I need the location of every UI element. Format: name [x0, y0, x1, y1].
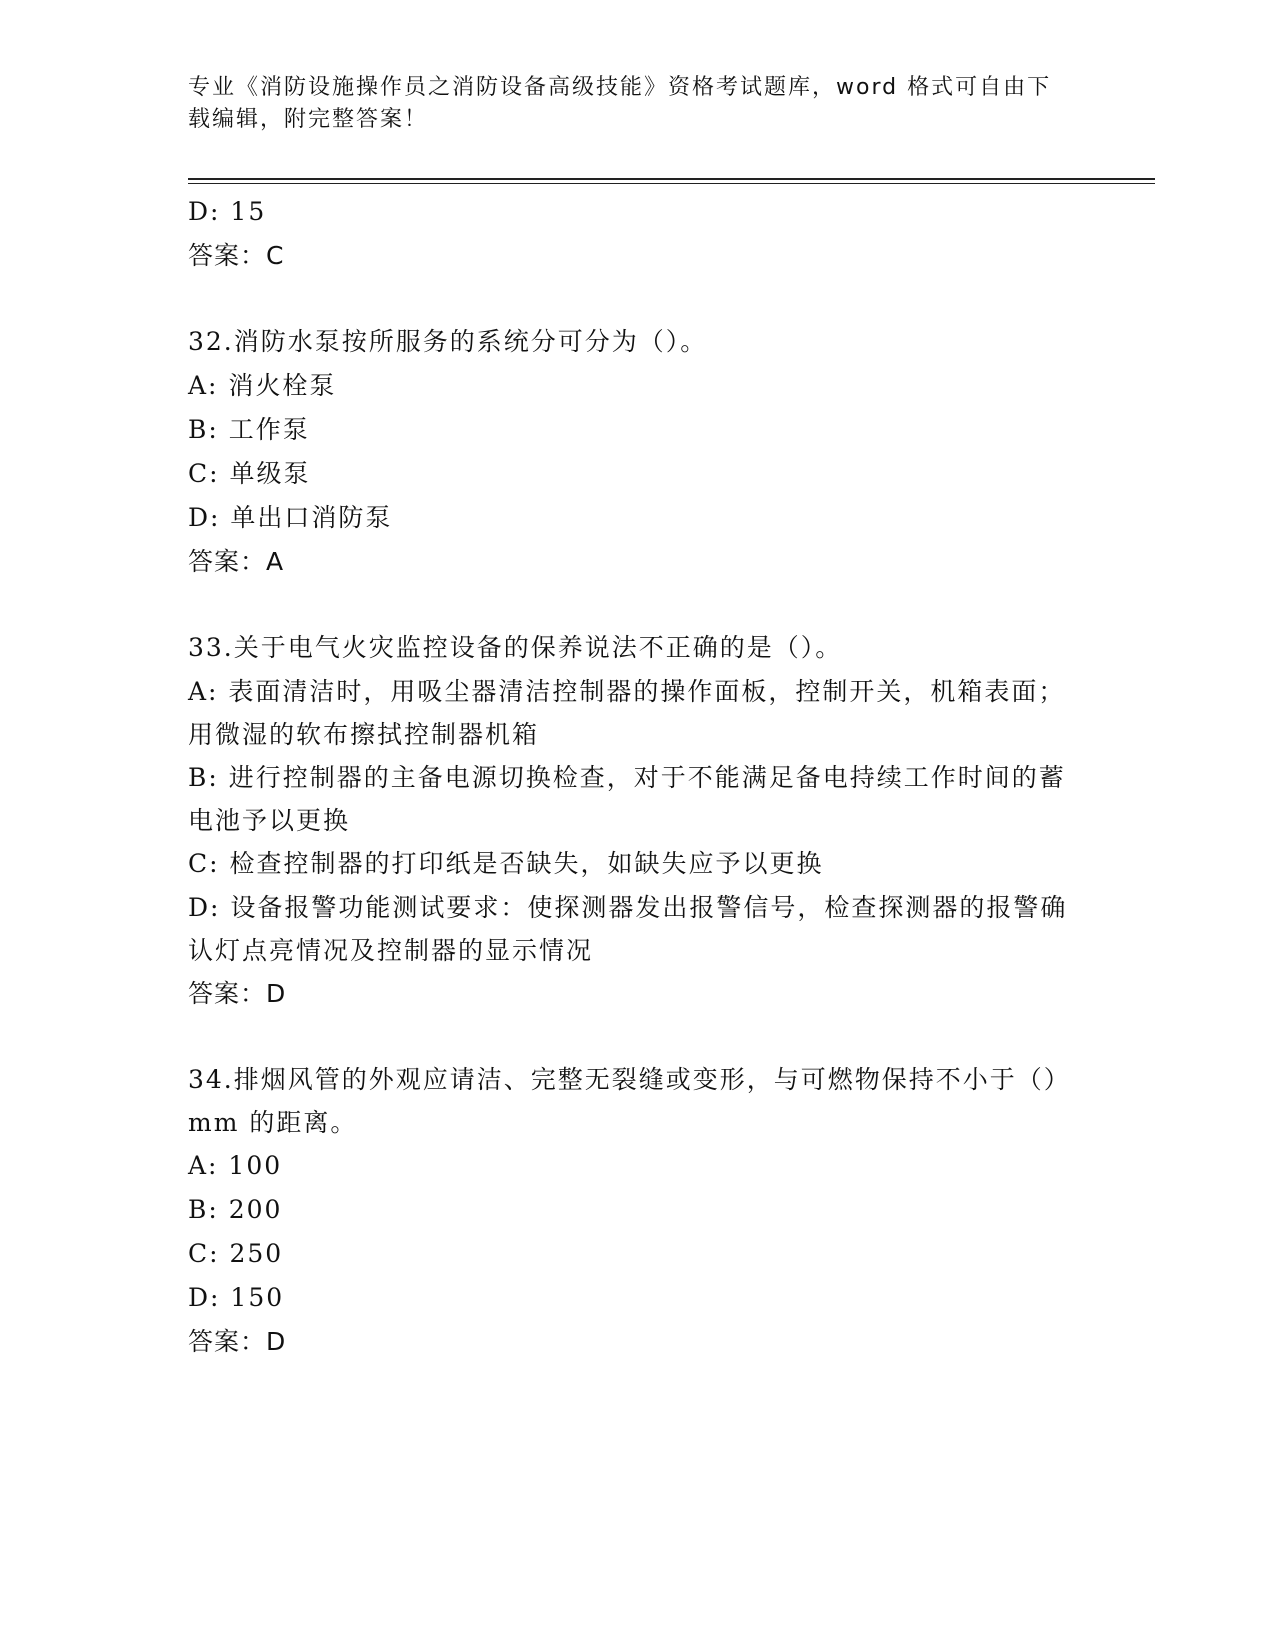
option-c: C: 单级泵 — [188, 459, 311, 488]
option-d: D: 150 — [188, 1283, 285, 1312]
question-stem: 32.消防水泵按所服务的系统分可分为（）。 — [188, 327, 708, 356]
option-b: B: 工作泵 — [188, 415, 310, 444]
prev-option-d: D: 15 — [188, 197, 267, 226]
option-c: C: 检查控制器的打印纸是否缺失，如缺失应予以更换 — [188, 849, 824, 878]
option-a: A: 表面清洁时，用吸尘器清洁控制器的操作面板，控制开关，机箱表面；用微湿的软布擦拭控制器机箱 — [188, 677, 1066, 749]
spacer — [188, 278, 1088, 320]
option-a: A: 100 — [188, 1151, 283, 1180]
prev-answer: 答案：C — [188, 241, 285, 270]
spacer — [188, 584, 1088, 626]
header-line-2: 载编辑，附完整答案！ — [188, 107, 429, 132]
spacer — [188, 1016, 1088, 1058]
option-b: B: 进行控制器的主备电源切换检查，对于不能满足备电持续工作时间的蓄电池予以更换 — [188, 763, 1066, 835]
option-d: D: 设备报警功能测试要求：使探测器发出报警信号，检查探测器的报警确认灯点亮情况及控制器的显示情况 — [188, 893, 1068, 965]
header-line-1: 专业《消防设施操作员之消防设备高级技能》资格考试题库，word 格式可自由下 — [188, 75, 1052, 100]
answer: 答案：D — [188, 1327, 287, 1356]
question-stem: 33.关于电气火灾监控设备的保养说法不正确的是（）。 — [188, 633, 843, 662]
header-rule-thick — [188, 178, 1155, 180]
question-32 — [188, 320, 1088, 584]
question-34 — [188, 1058, 1088, 1364]
option-d: D: 单出口消防泵 — [188, 503, 393, 532]
answer: 答案：A — [188, 547, 285, 576]
option-a: A: 消火栓泵 — [188, 371, 337, 400]
document-header — [188, 72, 1068, 136]
option-c: C: 250 — [188, 1239, 284, 1268]
question-33 — [188, 626, 1088, 1016]
option-b: B: 200 — [188, 1195, 283, 1224]
header-rule-thin — [188, 183, 1155, 184]
question-stem: 34.排烟风管的外观应请洁、完整无裂缝或变形，与可燃物保持不小于（）mm 的距离。 — [188, 1065, 1071, 1137]
answer: 答案：D — [188, 979, 287, 1008]
question-list — [188, 190, 1088, 1364]
